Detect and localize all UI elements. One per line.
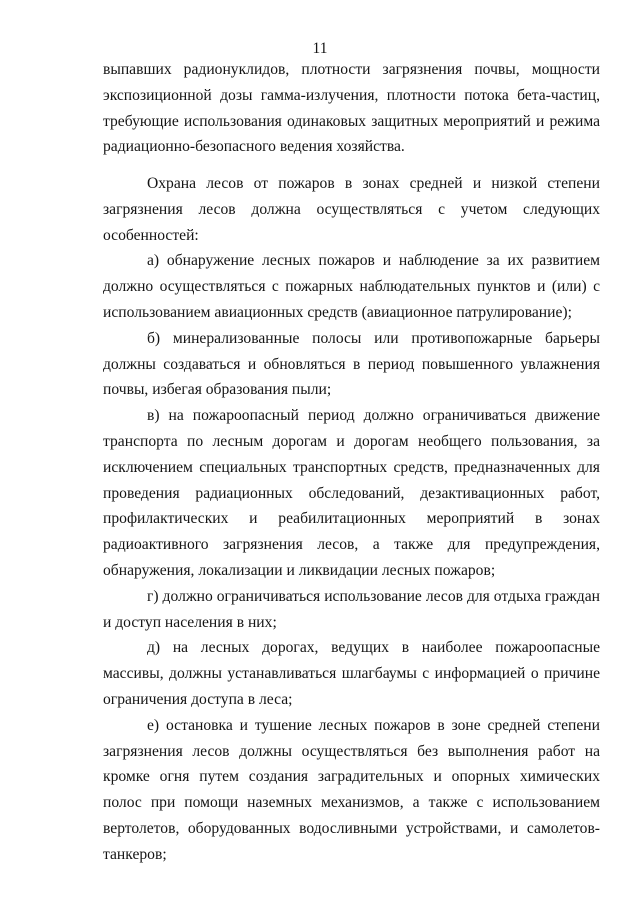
- document-body: [103, 57, 600, 868]
- list-item-e: е) остановка и тушение лесных пожаров в зоне средней степени загрязнения лесов должны осуществляться без выполнения работ на кромке огня путем создания заградительных и опорных химических полос при помощи наземных механизмов, а также с использованием вертолетов, оборудованных водосливными устройствами, и самолетов-танкеров;: [103, 716, 600, 863]
- page-number: 11: [312, 40, 328, 57]
- list-item-v: в) на пожароопасный период должно ограничиваться движение транспорта по лесным дорогам и дорогам необщего пользования, за исключением специальных транспортных средств, предназначенных для проведения радиационных обследований, дезактивационных работ, профилактических и реабилитационных мероприятий в зонах радиоактивного загрязнения лесов, а также для предупреждения, обнаружения, локализации и ликвидации лесных пожаров;: [103, 407, 600, 579]
- list-item-g: г) должно ограничиваться использование лесов для отдыха граждан и доступ населения в них;: [103, 587, 600, 631]
- list-item-b: б) минерализованные полосы или противопожарные барьеры должны создаваться и обновляться в период повышенного увлажнения почвы, избегая образования пыли;: [103, 329, 600, 399]
- paragraph-intro: Охрана лесов от пожаров в зонах средней и низкой степени загрязнения лесов должна осуществляться с учетом следующих особенностей:: [103, 174, 600, 244]
- list-item-a: а) обнаружение лесных пожаров и наблюдение за их развитием должно осуществляться с пожарных наблюдательных пунктов и (или) с использованием авиационных средств (авиационное патрулирование);: [103, 252, 600, 321]
- list-item-d: д) на лесных дорогах, ведущих в наиболее пожароопасные массивы, должны устанавливаться шлагбаумы с информацией о причине ограничения доступа в леса;: [103, 639, 600, 708]
- paragraph-continuation: выпавших радионуклидов, плотности загрязнения почвы, мощности экспозиционной дозы гамма-излучения, плотности потока бета-частиц, требующие использования одинаковых защитных мероприятий и режима радиационно-безопасного ведения хозяйства.: [103, 61, 600, 156]
